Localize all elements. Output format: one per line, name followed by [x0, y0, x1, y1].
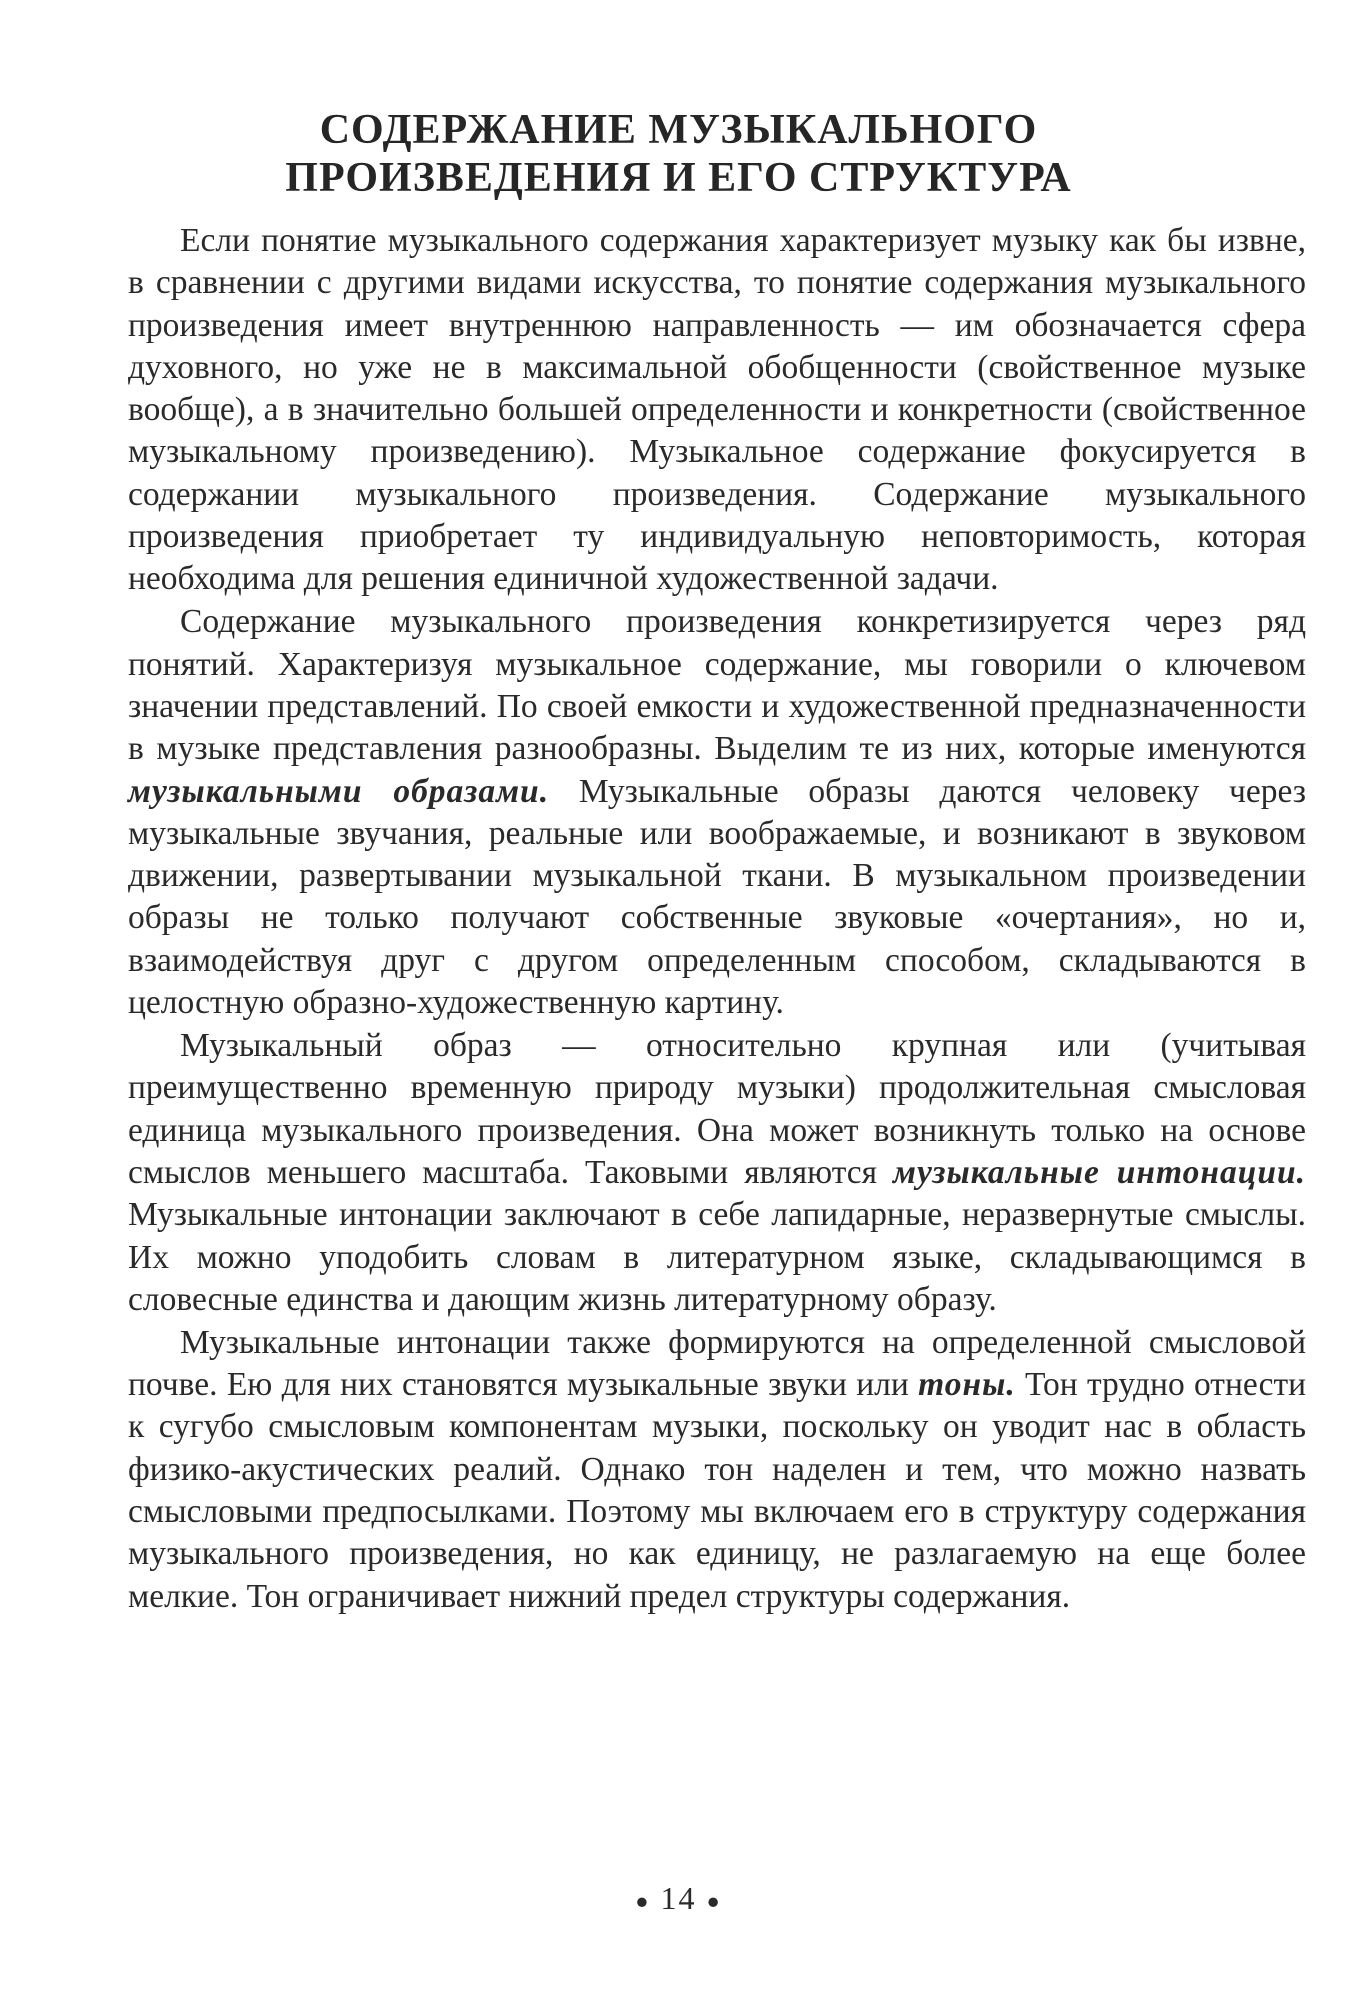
bullet-right-icon: ●	[706, 1888, 722, 1914]
term-musical-intonations: музыкальные интонации.	[893, 1153, 1306, 1191]
paragraph-2-part-1: Содержание музыкального произведения конкретизируется через ряд понятий. Характеризуя музыкальное содержание, мы говорили о ключевом значении представлений. По своей емкости и художественной предназначенности в музыке представления разнообразны. Выделим те из них, которые именуются	[128, 603, 1306, 768]
term-musical-images: музыкальными образами.	[128, 772, 550, 810]
paragraph-4	[128, 1322, 1306, 1618]
bullet-left-icon: ●	[635, 1888, 651, 1914]
paragraph-1: Если понятие музыкального содержания характеризует музыку как бы извне, в сравнении с другими видами искусства, то понятие содержания музыкального произведения имеет внутреннюю направленность — им обозначается сфера духовного, но уже не в максимальной обобщенности (свойственное музыке вообще), а в значительно большей определенности и конкретности (свойственное музыкальному произведению). Музыкальное содержание фокусируется в содержании музыкального произведения. Содержание музыкального произведения приобретает ту индивидуальную неповторимость, которая необходима для решения единичной художественной задачи.	[128, 222, 1306, 598]
chapter-title-line-1: СОДЕРЖАНИЕ МУЗЫКАЛЬНОГО	[319, 107, 1038, 153]
paragraph-3-part-2: Музыкальные интонации заключают в себе лапидарные, неразвернутые смыслы. Их можно уподобить словам в литературном языке, складывающимся в словесные единства и дающим жизнь литературному образу.	[128, 1196, 1306, 1318]
paragraph-2-part-2: Музыкальные образы даются человеку через музыкальные звучания, реальные или воображаемые, и возникают в звуковом движении, развертывании музыкальной ткани. В музыкальном произведении образы не только получают собственные звуковые «очертания», но и, взаимодействуя друг с другом определенным способом, складываются в целостную образно-художественную картину.	[128, 772, 1306, 1022]
page-number	[0, 1880, 1357, 1917]
paragraph-4-part-1: Музыкальные интонации также формируются на определенной смысловой почве. Ею для них становятся музыкальные звуки или	[128, 1323, 1306, 1404]
paragraph-3-part-1: Музыкальный образ — относительно крупная или (учитывая преимущественно временную природу музыки) продолжительная смысловая единица музыкального произведения. Она может возникнуть только на основе смыслов меньшего масштаба. Таковыми являются	[128, 1027, 1306, 1191]
chapter-title-line-2: ПРОИЗВЕДЕНИЯ И ЕГО СТРУКТУРА	[285, 155, 1072, 201]
paragraph-2	[128, 601, 1306, 1024]
page-number-value: 14	[660, 1880, 697, 1916]
chapter-title	[0, 106, 1357, 202]
paragraph-3	[128, 1025, 1306, 1321]
term-tones: тоны.	[918, 1366, 1016, 1404]
paragraph-4-part-2: Тон трудно отнести к сугубо смысловым компонентам музыки, поскольку он уводит нас в область физико-акустических реалий. Однако тон наделен и тем, что можно назвать смысловыми предпосылками. Поэтому мы включаем его в структуру содержания музыкального произведения, но как единицу, не разлагаемую на еще более мелкие. Тон ограничивает нижний предел структуры содержания.	[128, 1366, 1307, 1615]
body-text	[128, 220, 1306, 1619]
